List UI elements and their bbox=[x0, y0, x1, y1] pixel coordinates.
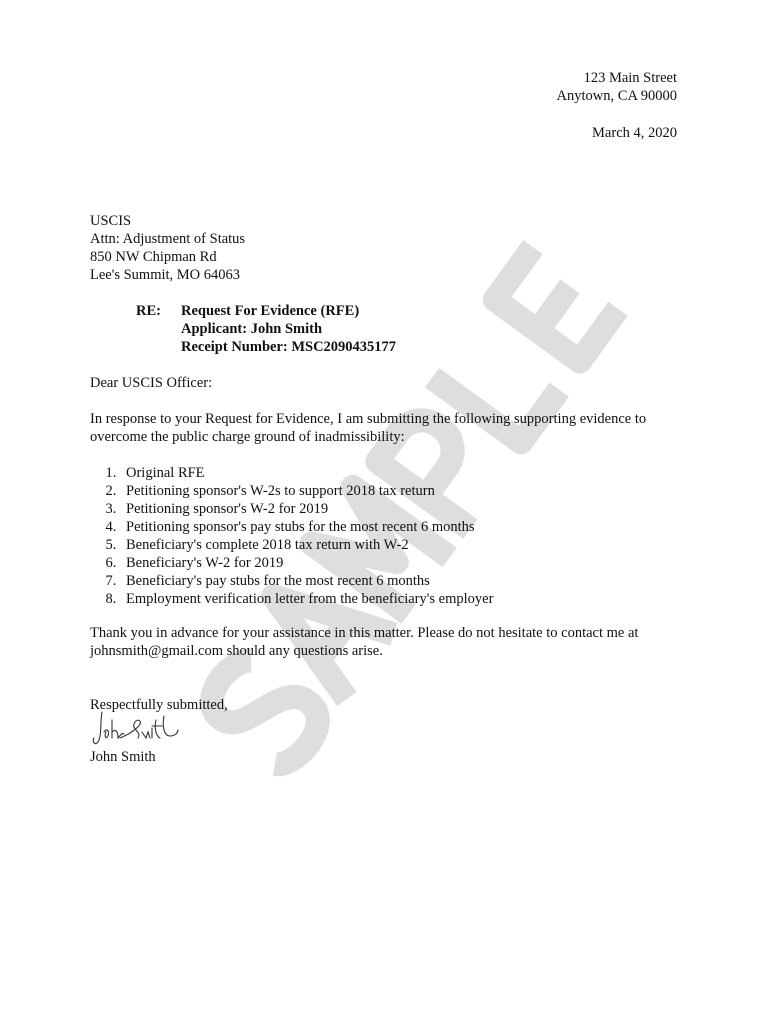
intro-paragraph bbox=[90, 410, 646, 446]
sender-street: 123 Main Street bbox=[583, 70, 677, 86]
recipient-line: USCIS bbox=[90, 213, 132, 229]
recipient-line: 850 NW Chipman Rd bbox=[90, 249, 217, 265]
signature-image bbox=[90, 710, 185, 750]
closing: Respectfully submitted, bbox=[90, 697, 228, 713]
date-text: March 4, 2020 bbox=[592, 125, 677, 141]
list-item: 7. Beneficiary's pay stubs for the most recent 6 months bbox=[120, 572, 493, 590]
salutation: Dear USCIS Officer: bbox=[90, 375, 213, 391]
recipient-line: Attn: Adjustment of Status bbox=[90, 231, 246, 247]
re-line: Applicant: John Smith bbox=[181, 321, 323, 337]
evidence-list bbox=[92, 464, 493, 608]
intro-line: overcome the public charge ground of inadmissibility: bbox=[90, 429, 405, 445]
letter-date bbox=[592, 124, 677, 142]
sender-address bbox=[557, 69, 677, 105]
list-item: 6. Beneficiary's W-2 for 2019 bbox=[120, 554, 493, 572]
list-item: 8. Employment verification letter from the beneficiary's employer bbox=[120, 590, 493, 608]
re-label: RE: bbox=[136, 303, 161, 319]
intro-line: In response to your Request for Evidence, I am submitting the following supporting evidence to bbox=[90, 411, 647, 427]
signer-name: John Smith bbox=[90, 749, 156, 765]
list-item: 1. Original RFE bbox=[120, 464, 493, 482]
re-line: Receipt Number: MSC2090435177 bbox=[181, 339, 397, 355]
closing-line: Thank you in advance for your assistance in this matter. Please do not hesitate to contact me at bbox=[90, 625, 639, 641]
closing-line: johnsmith@gmail.com should any questions arise. bbox=[90, 643, 383, 659]
list-item: 4. Petitioning sponsor's pay stubs for the most recent 6 months bbox=[120, 518, 493, 536]
recipient-line: Lee's Summit, MO 64063 bbox=[90, 267, 241, 283]
sender-city: Anytown, CA 90000 bbox=[556, 88, 677, 104]
list-item: 5. Beneficiary's complete 2018 tax return with W-2 bbox=[120, 536, 493, 554]
closing-paragraph bbox=[90, 624, 638, 660]
list-item: 2. Petitioning sponsor's W-2s to support 2018 tax return bbox=[120, 482, 493, 500]
list-item: 3. Petitioning sponsor's W-2 for 2019 bbox=[120, 500, 493, 518]
recipient-address bbox=[90, 212, 245, 284]
re-line: Request For Evidence (RFE) bbox=[181, 303, 360, 319]
